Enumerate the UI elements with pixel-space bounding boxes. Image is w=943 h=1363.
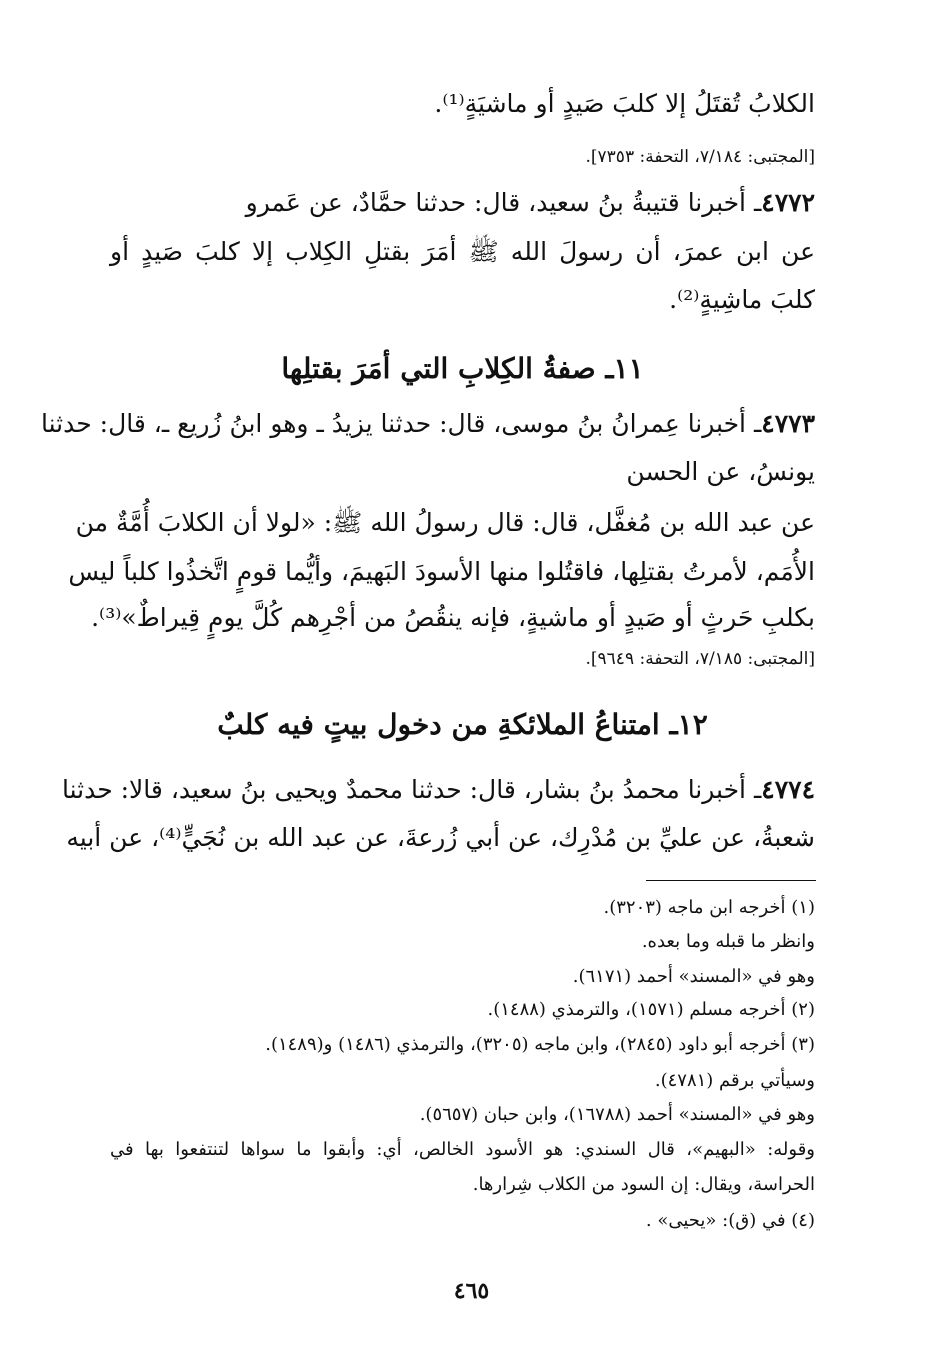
reference-text: [المجتبى: ٧/١٨٥، التحفة: ٩٦٤٩]. (585, 649, 815, 669)
hadith-4773-matn-3 (91, 598, 815, 638)
text-line (110, 84, 815, 124)
hadith-4774-isnad-1 (61, 770, 815, 810)
footnote-line: (١) أخرجه ابن ماجه (٣٢٠٣). (603, 897, 815, 918)
footnote-line: وقوله: «البهيم»، قال السندي: هو الأسود الخالص، أي: وأبقوا ما سواها لتنتفعوا بها في (110, 1139, 815, 1160)
reference-line (110, 645, 815, 673)
isnad-text: ـ أخبرنا عِمرانُ بنُ موسى، قال: حدثنا يزيدُ ـ وهو ابنُ زُريع ـ، قال: حدثنا (41, 409, 762, 438)
matn-text: الأُمَم، لأمرتُ بقتلِها، فاقتُلوا منها الأسودَ البَهيمَ، وأيُّما قومٍ اتَّخذُوا كلباً ليس (68, 557, 815, 586)
hadith-4773-isnad-1 (41, 404, 815, 444)
footnote-line: وهو في «المسند» أحمد (٦١٧١). (572, 966, 815, 987)
hadith-4773-matn-2 (68, 552, 815, 592)
section-heading-11: ١١ـ صفةُ الكِلابِ التي أمَرَ بقتلِها (281, 352, 644, 385)
matn-text: عن عبد الله بن مُغفَّل، قال: قال رسولُ الله ﷺ: «لولا أن الكلابَ أُمَّةٌ من (75, 508, 815, 537)
reference-line (110, 143, 815, 171)
footnote-line: (٣) أخرجه أبو داود (٢٨٤٥)، وابن ماجه (٣٢٠٥)، والترمذي (١٤٨٦) و(١٤٨٩). (265, 1034, 815, 1055)
matn-text: عن ابن عمرَ، أن رسولَ الله ﷺ أمَرَ بقتلِ الكِلاب إلا كلبَ صَيدٍ أو (110, 237, 815, 266)
isnad-text: ـ أخبرنا محمدُ بنُ بشار، قال: حدثنا محمدٌ ويحيى بنُ سعيد، قالا: حدثنا (61, 775, 762, 804)
footnote-line: (٤) في (ق): «يحيى» . (645, 1210, 815, 1231)
hadith-4773-isnad-2 (110, 452, 815, 492)
matn-text: بكلبِ حَرثٍ أو صَيدٍ أو ماشيةٍ، فإنه ينقُصُ من أجْرِهم كُلَّ يومٍ قِيراطٌ»⁽³⁾. (91, 603, 815, 632)
footnote-line: وانظر ما قبله وما بعده. (641, 931, 815, 952)
hadith-4772-matn-2 (110, 280, 815, 320)
hadith-4773-matn-1 (75, 503, 815, 543)
isnad-text: يونسُ، عن الحسن (626, 457, 815, 486)
footnote-line: الحراسة، ويقال: إن السود من الكلاب شِرارها. (472, 1174, 815, 1195)
hadith-number: ٤٧٧٣ (761, 409, 815, 438)
hadith-4772-matn-1 (110, 232, 815, 272)
hadith-number: ٤٧٧٢ (761, 188, 815, 217)
hadith-number: ٤٧٧٤ (761, 775, 815, 804)
hadith-4774-isnad-2 (66, 818, 815, 858)
footnote-divider (646, 880, 816, 881)
text: الكلابُ تُقتَلُ إلا كلبَ صَيدٍ أو ماشيَةٍ⁽¹⁾. (434, 89, 815, 118)
isnad-text: ـ أخبرنا قتيبةُ بنُ سعيد، قال: حدثنا حمَّادٌ، عن عَمرو (245, 188, 762, 217)
page-number: ٤٦٥ (453, 1278, 490, 1304)
isnad-text: شعبةُ، عن عليِّ بن مُدْرِك، عن أبي زُرعةَ، عن عبد الله بن نُجَيٍّ⁽⁴⁾، عن أبيه (66, 823, 815, 852)
matn-text: كلبَ ماشِيةٍ⁽²⁾. (669, 285, 815, 314)
reference-text: [المجتبى: ٧/١٨٤، التحفة: ٧٣٥٣]. (585, 147, 815, 167)
footnote-line: وهو في «المسند» أحمد (١٦٧٨٨)، وابن حبان (٥٦٥٧). (419, 1104, 815, 1125)
footnote-line: (٢) أخرجه مسلم (١٥٧١)، والترمذي (١٤٨٨). (487, 999, 815, 1020)
hadith-4772-isnad (110, 183, 815, 223)
section-heading-12: ١٢ـ امتناعُ الملائكةِ من دخول بيتٍ فيه كلبٌ (217, 708, 708, 741)
footnote-line: وسيأتي برقم (٤٧٨١). (654, 1070, 815, 1091)
